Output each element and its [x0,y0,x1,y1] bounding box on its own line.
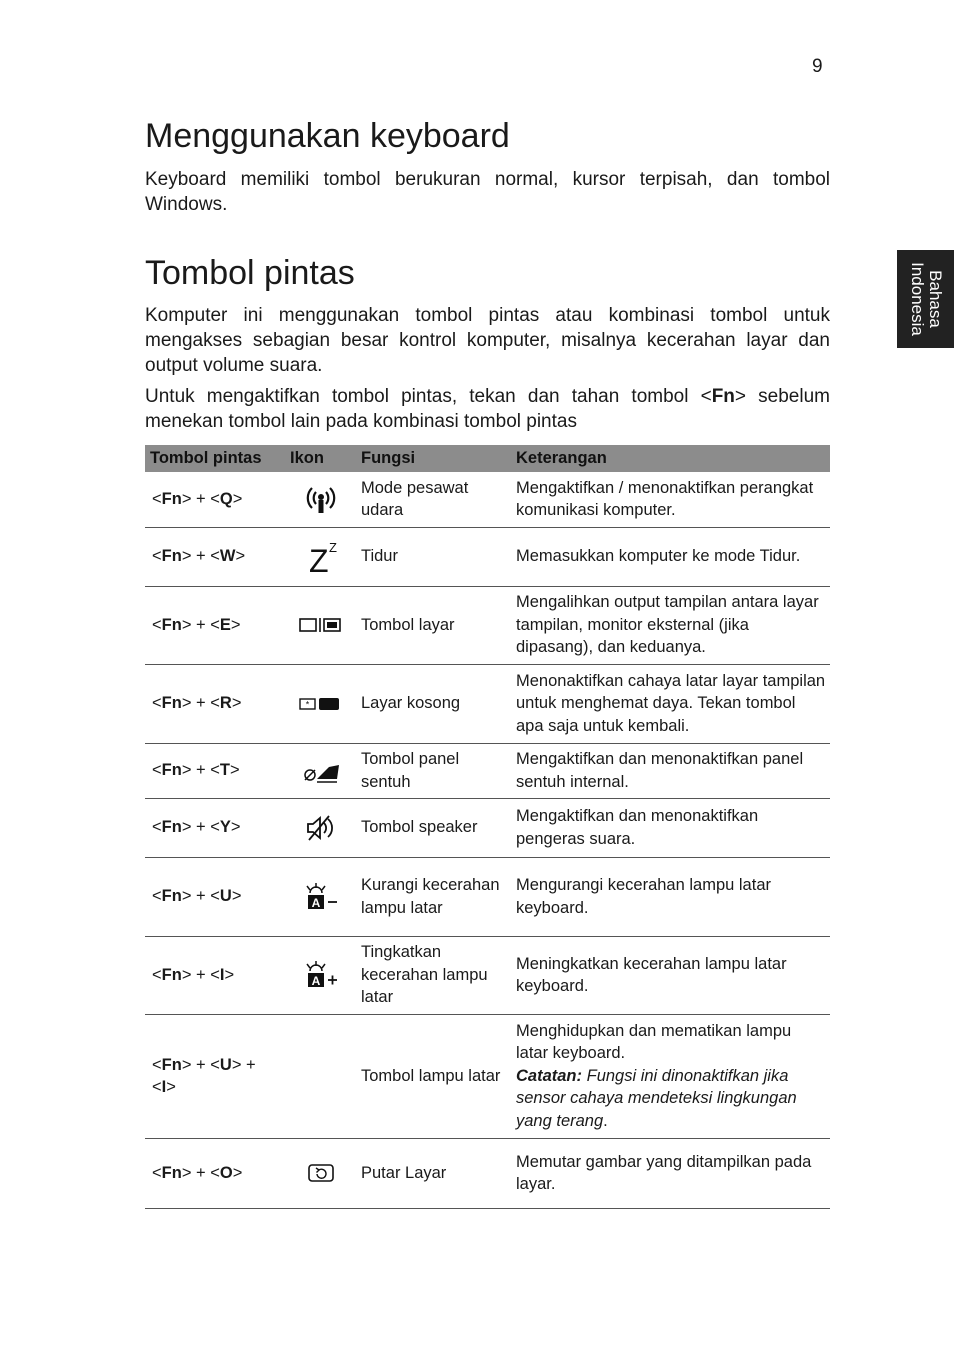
table-row [145,798,830,857]
hotkey-cell: <Fn> + <O> [145,1138,285,1208]
note-text: Fungsi ini dinonaktifkan jika sensor cahaya mendeteksi lingkungan yang terang [516,1066,797,1130]
page-number: 9 [812,56,823,77]
display-toggle-icon [285,586,356,664]
function-cell: Mode pesawat udara [356,472,511,527]
rotate-screen-icon [285,1138,356,1208]
hotkey-cell: <Fn> + <U> + <I> [145,1014,285,1138]
hotkey-cell: <Fn> + <E> [145,586,285,664]
screen-blank-icon [285,664,356,743]
table-row [145,936,830,1014]
speaker-toggle-icon [285,798,356,857]
table-row [145,472,830,527]
function-cell: Kurangi kecerahan lampu latar [356,857,511,936]
header-icon: Ikon [285,445,356,472]
hotkey-cell: <Fn> + <R> [145,664,285,743]
backlight-down-icon [285,857,356,936]
table-row [145,1014,830,1138]
hotkey-cell: <Fn> + <Y> [145,798,285,857]
note-label: Catatan: [516,1066,583,1085]
hotkeys-instruction: Untuk mengaktifkan tombol pintas, tekan dan tahan tombol <Fn> sebelum menekan tombol lain pada kombinasi tombol pintas [145,386,830,432]
function-cell: Tombol speaker [356,798,511,857]
language-tab [897,250,954,348]
function-cell: Tidur [356,527,511,586]
hotkey-cell: <Fn> + <U> [145,857,285,936]
description-cell: Menghidupkan dan mematikan lampu latar keyboard. Catatan: Fungsi ini dinonaktifkan jika sensor cahaya mendeteksi lingkungan yang terang. [511,1014,830,1138]
hotkey-cell: <Fn> + <W> [145,527,285,586]
icon-cell-empty [285,1014,356,1138]
svg-text:Z: Z [328,539,337,555]
function-cell: Layar kosong [356,664,511,743]
hotkey-cell: <Fn> + <T> [145,743,285,798]
function-cell: Tombol lampu latar [356,1014,511,1138]
description-cell: Mengaktifkan dan menonaktifkan pengeras suara. [511,798,830,857]
language-tab-label: Bahasa Indonesia [907,262,945,336]
function-cell: Putar Layar [356,1138,511,1208]
description-cell: Mengurangi kecerahan lampu latar keyboard. [511,857,830,936]
svg-text:A: A [311,974,320,988]
function-cell: Tingkatkan kecerahan lampu latar [356,936,511,1014]
hotkeys-table [145,445,830,1209]
section-title-keyboard: Menggunakan keyboard [145,117,510,155]
description-cell: Meningkatkan kecerahan lampu latar keyboard. [511,936,830,1014]
section-title-hotkeys: Tombol pintas [145,254,355,292]
description-cell: Memutar gambar yang ditampilkan pada layar. [511,1138,830,1208]
header-function: Fungsi [356,445,511,472]
touchpad-toggle-icon [285,743,356,798]
backlight-up-icon [285,936,356,1014]
hotkey-cell: <Fn> + <I> [145,936,285,1014]
description-cell: Mengaktifkan dan menonaktifkan panel sentuh internal. [511,743,830,798]
table-row [145,1138,830,1208]
table-row [145,857,830,936]
description-cell: Menonaktifkan cahaya latar layar tampilan untuk menghemat daya. Tekan tombol apa saja untuk kembali. [511,664,830,743]
table-header-row [145,445,830,472]
svg-text:*: * [305,699,309,710]
table-row [145,664,830,743]
hotkey-cell: <Fn> + <Q> [145,472,285,527]
svg-text:A: A [311,895,320,910]
description-cell: Mengalihkan output tampilan antara layar tampilan, monitor eksternal (jika dipasang), dan keduanya. [511,586,830,664]
header-hotkey: Tombol pintas [145,445,285,472]
description-cell: Memasukkan komputer ke mode Tidur. [511,527,830,586]
table-row [145,743,830,798]
sleep-icon [285,527,356,586]
function-cell: Tombol panel sentuh [356,743,511,798]
description-cell: Mengaktifkan / menonaktifkan perangkat komunikasi komputer. [511,472,830,527]
svg-text:Z: Z [308,542,329,576]
hotkeys-intro: Komputer ini menggunakan tombol pintas atau kombinasi tombol untuk mengakses sebagian besar kontrol komputer, misalnya kecerahan layar dan output volume suara. [145,305,830,376]
wireless-icon [285,472,356,527]
header-description: Keterangan [511,445,830,472]
keyboard-intro: Keyboard memiliki tombol berukuran normal, kursor terpisah, dan tombol Windows. [145,169,830,215]
table-row [145,527,830,586]
function-cell: Tombol layar [356,586,511,664]
table-row [145,586,830,664]
